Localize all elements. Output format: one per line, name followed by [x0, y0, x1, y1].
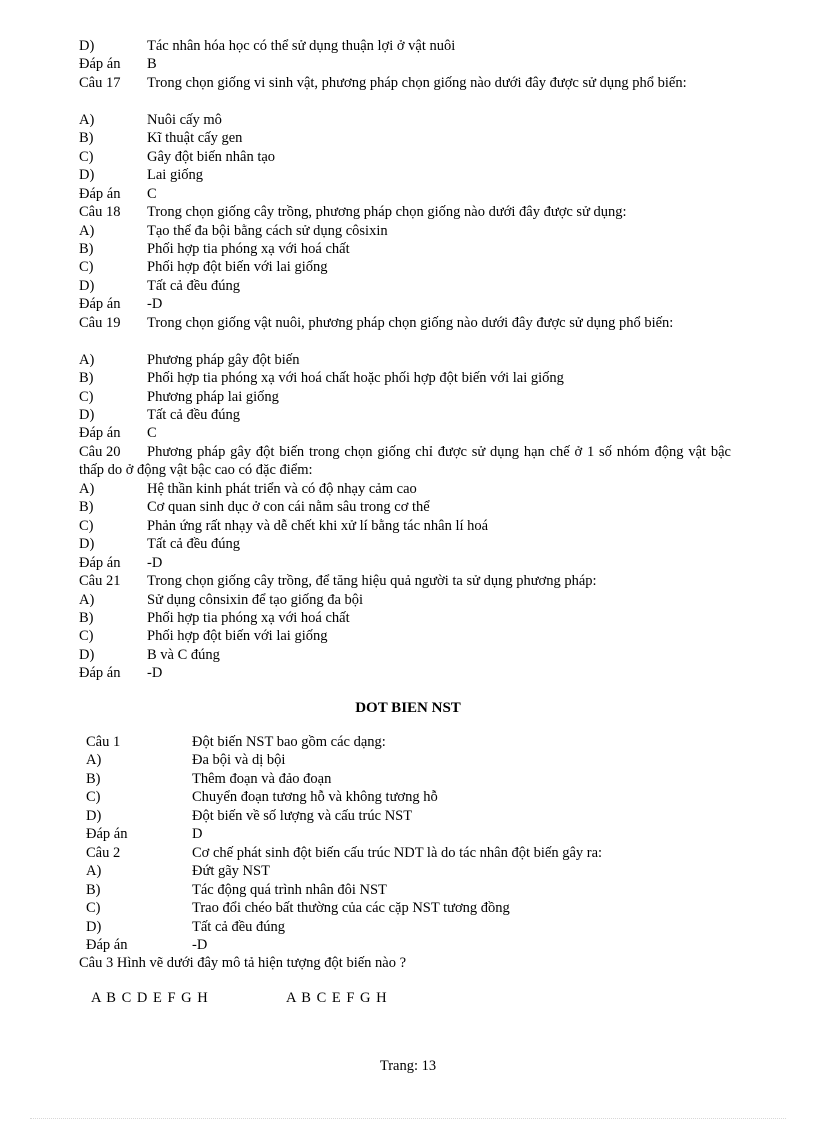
- row-label: D): [79, 407, 95, 423]
- answer-row: [86, 825, 712, 843]
- page-bottom-divider: [30, 1118, 786, 1119]
- row-text: Kĩ thuật cấy gen: [147, 130, 243, 147]
- row-text: C: [147, 425, 157, 442]
- option-row: [79, 535, 731, 553]
- row-label: Câu 17: [79, 74, 121, 91]
- option-row: [79, 222, 731, 240]
- row-text: Trong chọn giống cây trồng, phương pháp chọn giống nào dưới đây được sử dụng:: [147, 204, 627, 221]
- row-text: Gây đột biến nhân tạo: [147, 148, 276, 165]
- row-label: B): [86, 770, 101, 787]
- option-row: [79, 591, 731, 609]
- answer-row: [79, 55, 731, 73]
- row-label: A): [79, 111, 95, 128]
- row-text: Tất cả đều đúng: [147, 277, 241, 294]
- row-text: Phối hợp tia phóng xạ với hoá chất: [147, 240, 350, 257]
- row-label: D): [79, 167, 95, 184]
- answer-row: [79, 185, 731, 203]
- option-row: [79, 37, 731, 55]
- chromosome-sequence-original: A B C D E F G H: [91, 990, 209, 1006]
- row-label: Câu 2: [86, 844, 121, 861]
- option-row: [79, 258, 731, 276]
- row-text: Cơ quan sinh dục ở con cái nằm sâu trong cơ thể: [147, 499, 430, 516]
- option-row: [86, 788, 712, 806]
- row-text: B: [147, 56, 157, 73]
- row-label: B): [79, 499, 94, 516]
- row-text: Đa bội và dị bội: [192, 752, 286, 769]
- row-label: A): [79, 591, 95, 608]
- row-label: C): [79, 628, 94, 645]
- row-label: A): [79, 480, 95, 497]
- row-text: Phương pháp gây đột biến trong chọn giống chỉ được sử dụng hạn chế ở 1 số nhóm động vật bậc thấp do ở động vật bậc cao có đặc điểm:: [79, 443, 731, 479]
- row-text: Tất cả đều đúng: [147, 536, 241, 553]
- option-row: [79, 166, 731, 184]
- question-row: [79, 74, 731, 92]
- row-text: Phối hợp đột biến với lai giống: [147, 628, 328, 645]
- question-row: [79, 314, 731, 332]
- answer-row: [79, 554, 731, 572]
- page-footer: Trang: 13: [379, 1058, 437, 1074]
- answer-row: [79, 295, 731, 313]
- row-text: Đột biến về số lượng và cấu trúc NST: [192, 807, 413, 824]
- option-row: [86, 770, 712, 788]
- option-row: [79, 369, 731, 387]
- row-text: -D: [147, 665, 163, 682]
- question-3: Câu 3 Hình vẽ dưới đây mô tả hiện tượng đột biến nào ?: [79, 955, 407, 971]
- option-row: [86, 881, 712, 899]
- option-row: [86, 918, 712, 936]
- row-text: Đứt gãy NST: [192, 863, 270, 880]
- question-row: [79, 572, 731, 590]
- row-text: B và C đúng: [147, 646, 220, 663]
- option-row: [79, 517, 731, 535]
- row-text: D: [192, 826, 203, 843]
- row-text: Tác nhân hóa học có thể sử dụng thuận lợi ở vật nuôi: [147, 38, 456, 54]
- row-text: Tạo thể đa bội bằng cách sử dụng côsixin: [147, 222, 388, 239]
- row-text: Tất cả đều đúng: [147, 407, 241, 423]
- row-text: Thêm đoạn và đảo đoạn: [192, 770, 332, 787]
- row-text: -D: [147, 296, 163, 313]
- answer-row: [86, 936, 712, 954]
- row-text: -D: [147, 554, 163, 571]
- option-row: [79, 148, 731, 166]
- row-label: A): [79, 351, 95, 368]
- answer-row: [79, 664, 731, 682]
- row-text: Phối hợp tia phóng xạ với hoá chất hoặc phối hợp đột biến với lai giống: [147, 370, 564, 387]
- option-row: [86, 899, 712, 917]
- row-text: Sử dụng cônsixin để tạo giống đa bội: [147, 591, 364, 608]
- row-text: Trong chọn giống cây trồng, để tăng hiệu quả người ta sử dụng phương pháp:: [147, 573, 597, 590]
- option-row: [79, 111, 731, 129]
- row-label: B): [79, 370, 94, 387]
- row-label: A): [86, 752, 102, 769]
- option-row: [79, 351, 731, 369]
- row-text: Hệ thần kinh phát triển và có độ nhạy cảm cao: [147, 480, 417, 497]
- row-label: Đáp án: [79, 665, 121, 682]
- question-row: [86, 844, 712, 862]
- row-text: -D: [192, 936, 208, 953]
- row-text: Phối hợp đột biến với lai giống: [147, 259, 328, 276]
- question-row: [79, 203, 731, 221]
- row-label: Câu 20: [79, 443, 121, 460]
- row-label: Đáp án: [86, 826, 128, 843]
- row-label: D): [79, 536, 95, 553]
- chromosome-sequence-mutated: A B C E F G H: [286, 990, 388, 1006]
- row-text: Phối hợp tia phóng xạ với hoá chất: [147, 609, 350, 626]
- row-label: Đáp án: [79, 425, 121, 442]
- option-row: [79, 609, 731, 627]
- row-text: Lai giống: [147, 167, 203, 184]
- question-row: [86, 733, 712, 751]
- row-text: Tác động quá trình nhân đôi NST: [192, 881, 387, 898]
- row-label: Đáp án: [79, 56, 121, 73]
- row-text: C: [147, 185, 157, 202]
- row-label: Đáp án: [79, 296, 121, 313]
- option-row: [79, 627, 731, 645]
- row-label: Câu 19: [79, 314, 121, 331]
- option-row: [79, 646, 731, 664]
- option-row: [79, 480, 731, 498]
- row-text: Trao đổi chéo bất thường của các cặp NST tương đồng: [192, 900, 510, 917]
- row-label: D): [86, 918, 102, 935]
- option-row: [79, 388, 731, 406]
- option-row: [86, 862, 712, 880]
- row-text: Phương pháp lai giống: [147, 388, 279, 405]
- row-label: D): [79, 646, 95, 663]
- row-label: Câu 18: [79, 204, 121, 221]
- row-text: Trong chọn giống vật nuôi, phương pháp chọn giống nào dưới đây được sử dụng phổ biến:: [147, 314, 674, 331]
- section-title: DOT BIEN NST: [355, 700, 461, 716]
- row-text: Phản ứng rất nhạy và dễ chết khi xử lí bằng tác nhân lí hoá: [147, 517, 489, 534]
- row-label: B): [79, 240, 94, 257]
- row-label: D): [79, 38, 95, 54]
- row-text: Phương pháp gây đột biến: [147, 351, 300, 368]
- row-label: Câu 21: [79, 573, 121, 590]
- row-label: B): [79, 130, 94, 147]
- row-text: Đột biến NST bao gồm các dạng:: [192, 734, 386, 750]
- row-label: Câu 1: [86, 734, 121, 750]
- row-text: Trong chọn giống vi sinh vật, phương pháp chọn giống nào dưới đây được sử dụng phổ biến:: [147, 74, 687, 91]
- row-label: A): [79, 222, 95, 239]
- row-label: C): [79, 148, 94, 165]
- question-row: [79, 443, 731, 479]
- row-label: C): [79, 517, 94, 534]
- row-text: Tất cả đều đúng: [192, 918, 286, 935]
- row-label: C): [86, 789, 101, 806]
- option-row: [79, 498, 731, 516]
- answer-row: [79, 424, 731, 442]
- row-text: Nuôi cấy mô: [147, 111, 222, 128]
- row-label: C): [79, 259, 94, 276]
- option-row: [79, 240, 731, 258]
- row-label: Đáp án: [86, 936, 128, 953]
- row-label: B): [86, 881, 101, 898]
- option-row: [79, 406, 731, 424]
- row-text: Cơ chế phát sinh đột biến cấu trúc NDT là do tác nhân đột biến gây ra:: [192, 844, 603, 861]
- option-row: [79, 129, 731, 147]
- row-label: Đáp án: [79, 554, 121, 571]
- row-label: D): [79, 277, 95, 294]
- option-row: [79, 277, 731, 295]
- row-label: A): [86, 863, 102, 880]
- row-label: D): [86, 807, 102, 824]
- row-label: C): [79, 388, 94, 405]
- option-row: [86, 807, 712, 825]
- option-row: [86, 751, 712, 769]
- row-label: Đáp án: [79, 185, 121, 202]
- row-label: C): [86, 900, 101, 917]
- row-label: B): [79, 609, 94, 626]
- row-text: Chuyển đoạn tương hỗ và không tương hỗ: [192, 789, 438, 806]
